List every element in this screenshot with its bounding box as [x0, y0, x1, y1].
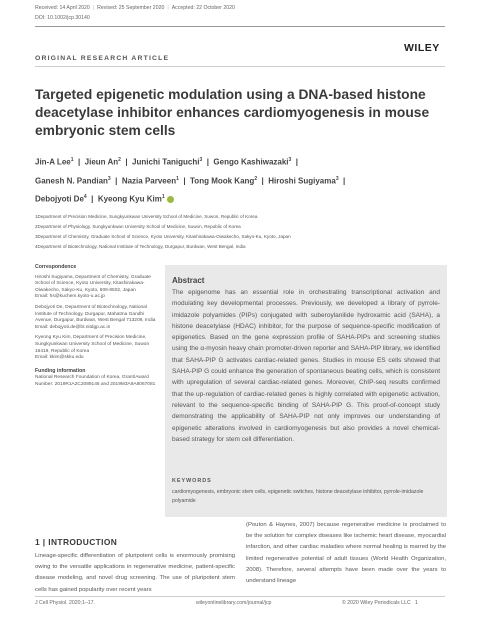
author-name[interactable]: Nazia Parveen — [121, 176, 177, 186]
author-name[interactable]: Jin-A Lee — [35, 157, 71, 167]
author-name[interactable]: Kyeong Kyu Kim — [97, 194, 162, 204]
keywords-text: cardiomyogenesis, embryonic stem cells, epigenetic switches, histone deacetylase inhibitor, pyrrole-imidazole polyamide — [172, 489, 424, 504]
publisher-logo: WILEY — [404, 42, 440, 54]
journal-url[interactable]: wileyonlinelibrary.com/journal/jcp — [196, 600, 272, 606]
affiliations — [35, 212, 445, 252]
article-dates: Received: 14 April 2020 | Revised: 25 September 2020 | Accepted: 22 October 2020 — [35, 5, 235, 11]
author-name[interactable]: Hiroshi Sugiyama — [268, 176, 336, 186]
correspondence-email[interactable]: Email: hs@kuchem.kyoto-u.ac.jp — [35, 294, 105, 300]
copyright: © 2020 Wiley Periodicals LLC 1 — [342, 600, 418, 606]
abstract-heading: Abstract — [172, 276, 205, 285]
journal-citation: J Cell Physiol. 2020;1–17. — [35, 600, 95, 606]
author-name[interactable]: Ganesh N. Pandian — [35, 176, 108, 186]
funding-heading: Funding information — [35, 367, 86, 374]
author-list: Jin-A Lee$^1$ | Jieun An$^2$ | Junichi Taniguchi$^3$ | Gengo Kashiwazaki$^3$ | Ganesh N. Pandian$^3$ | Nazia Parveen$^1$ | Tong Mook Kang$^2$ | Hiroshi Sugiyama$^3$ | Debojyoti De$^4$ | Kyeong Kyu Kim$^1$ — [35, 157, 346, 204]
keywords-heading: KEYWORDS — [172, 478, 212, 484]
affiliation-item: 4Department of Biotechnology, National Institute of Technology, Durgapur, Burdwan, West Bengal, India — [35, 244, 246, 249]
orcid-icon[interactable] — [167, 196, 174, 203]
received-date: Received: 14 April 2020 — [35, 5, 90, 11]
correspondence-heading: Correspondence — [35, 264, 77, 270]
correspondence-block: Kyeong Kyu Kim, Department of Precision Medicine, Sungkyunkwan University School of Medicine, Suwon 16419, Republic of Korea — [35, 335, 150, 354]
accepted-date: Accepted: 22 October 2020 — [171, 5, 235, 11]
correspondence-email[interactable]: Email: debojyoti.de@bt.nitdgp.ac.in — [35, 324, 111, 330]
correspondence-email[interactable]: Email: kkim@skku.edu — [35, 355, 84, 361]
affiliation-item: 1Department of Precision Medicine, Sungkyunkwan University School of Medicine, Suwon, Republic of Korea — [35, 214, 258, 219]
correspondence-sidebar — [35, 264, 159, 393]
page-number: 1 — [415, 600, 418, 606]
top-divider — [35, 26, 445, 27]
footer-divider — [35, 596, 445, 597]
doi[interactable]: DOI: 10.1002/jcp.30140 — [35, 15, 90, 21]
author-name[interactable]: Tong Mook Kang — [190, 176, 255, 186]
author-name[interactable]: Debojyoti De — [35, 194, 84, 204]
body-text-column-right: (Pouton & Haynes, 2007) because regenerative medicine is proclaimed to be the solution for complex diseases like ischemic heart disease, myocardial infarction, and other cardiac maladies where normal healing is marred by the limited regenerative potential of adult tissues (World Health Organization, 2008). Therefore, several attempts have been made over the years to understand lineage — [246, 522, 446, 585]
funding-text: National Research Foundation of Korea, Grant/Award Number: 2019R1A2C2089146 and 2019M3A9A8067081 — [35, 375, 156, 387]
body-text-column-left: Lineage-specific differentiation of pluripotent cells is enormously promising owing to the versatile applications in regenerative medicine, patient-specific disease modeling, and novel drug screening. The use of pluripotent stem cells has gained popularity over recent years — [35, 553, 235, 593]
article-title: Targeted epigenetic modulation using a DNA-based histone deacetylase inhibitor enhances cardiomyogenesis in mouse embryonic stem cells — [35, 87, 430, 138]
affiliation-item: 2Department of Physiology, Sungkyunkwan University School of Medicine, Suwon, Republic of Korea — [35, 224, 241, 229]
header-divider — [35, 66, 445, 67]
section-heading: 1 | INTRODUCTION — [35, 537, 118, 547]
author-name[interactable]: Jieun An — [84, 157, 119, 167]
abstract-text: The epigenome has an essential role in orchestrating transcriptional activation and modulating key developmental processes. Previously, we developed a library of pyrrole-imidazole polyamides (PIPs) conjugated with suberoylanilide hydroxamic acid (SAHA), a histone deacetylase (HDAC) inhibitor, for the purpose of sequence-specific modification of epigenetics. Based on the gene expression profile of SAHA-PIPs and screening studies using the α-myosin heavy chain promoter-driven reporter and SAHA-PIP library, we identified that SAHA-PIP G activates cardiac-related genes. Studies in mouse ES cells showed that SAHA-PIP G could enhance the generation of spontaneous beating cells, which is consistent with upregulation of several cardiac-related genes. Moreover, ChIP-seq results confirmed that the up-regulation of cardiac-related genes is highly correlated with epigenetic activation, relevant to the sequence-specific binding of SAHA-PIP G. This proof-of-concept study demonstrating the applicability of SAHA-PIP not only improves our understanding of epigenetic alterations involved in cardiomyogenesis but also provides a novel chemical-based strategy for stem cell differentiation. — [172, 289, 440, 443]
correspondence-block: Hiroshi Sugiyama, Department of Chemistry, Graduate School of Science, Kyoto University, Kitashirakawa-Oiwakecho, Sakyo-Ku, Kyoto, 606-8502, Japan — [35, 274, 151, 293]
correspondence-block: Debojyoti De, Department of Biotechnology, National Institute of Technology, Durgapur, Mahatma Gandhi Avenue, Durgapur, Burdwan, West Bengal 713209, India — [35, 304, 156, 324]
author-name[interactable]: Junichi Taniguchi — [132, 157, 200, 167]
revised-date: Revised: 25 September 2020 — [97, 5, 165, 11]
section-label: ORIGINAL RESEARCH ARTICLE — [35, 55, 170, 62]
author-name[interactable]: Gengo Kashiwazaki — [213, 157, 289, 167]
affiliation-item: 3Department of Chemistry, Graduate School of Science, Kyoto University, Kitashirakawa-Oiwakecho, Sakyo-Ku, Kyoto, Japan — [35, 234, 291, 239]
